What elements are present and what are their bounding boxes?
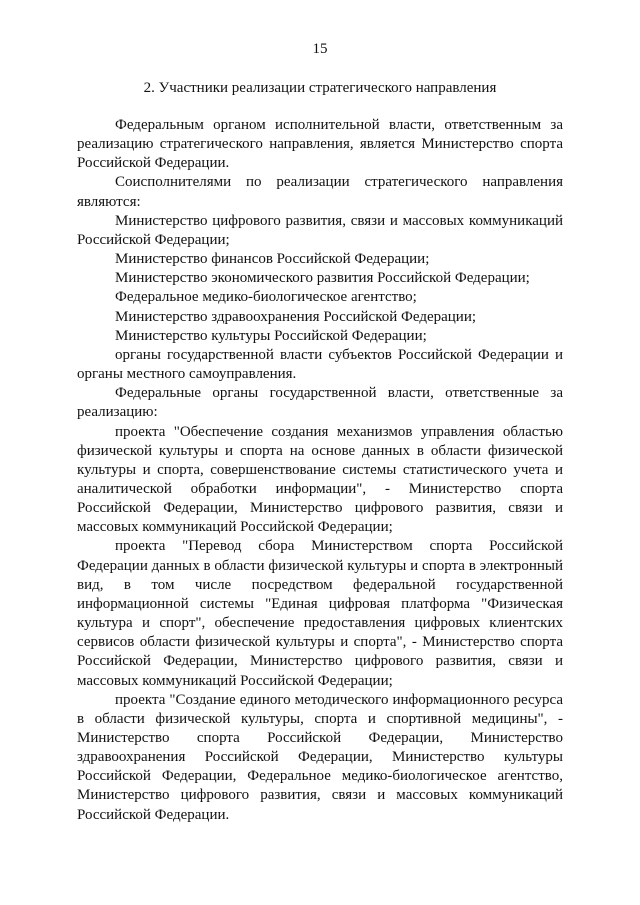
paragraph-fmba: Федеральное медико-биологическое агентство; [115,289,417,306]
paragraph-federal-authorities-intro: Федеральные органы государственной власти, ответственные за реализацию: [77,385,563,421]
paragraph-ministry-economy: Министерство экономического развития Российской Федерации; [115,270,530,287]
paragraph-ministry-culture: Министерство культуры Российской Федерации; [115,327,427,344]
paragraph-responsible-authority: Федеральным органом исполнительной власти, ответственным за реализацию стратегического направления, является Министерство спорта Российской Федерации. [77,117,563,172]
paragraph-coexecutors-intro: Соисполнителями по реализации стратегического направления являются: [77,174,563,210]
section-title: 2. Участники реализации стратегического направления [143,80,497,96]
paragraph-regional-authorities: органы государственной власти субъектов Российской Федерации и органы местного самоуправления. [77,346,563,383]
paragraph-ministry-digital: Министерство цифрового развития, связи и массовых коммуникаций Российской Федерации; [77,212,563,248]
paragraph-project-electronic-data: проекта "Перевод сбора Министерством спорта Российской Федерации данных в области физической культуры и спорта в электронный вид, в том числе посредством федеральной государственной информационной системы "Единая цифровая платформа "Физическая культура и спорт", обеспечение предоставления цифровых клиентских сервисов области физической культуры и спорта", - Министерство спорта Российской Федерации, Министерство цифрового развития, связи и массовых коммуникаций Российской Федерации; [77,538,563,689]
paragraph-project-methodical-resource: проекта "Создание единого методического информационного ресурса в области физической культуры, спорта и спортивной медицины", - Министерство спорта Российской Федерации, Министерство здравоохранения Российской Федерации, Министерство культуры Российской Федерации, Федеральное медико-биологическое агентство, Министерство цифрового развития, связи и массовых коммуникаций Российской Федерации. [77,691,563,823]
paragraph-project-data-management: проекта "Обеспечение создания механизмов управления областью физической культуры и спорта на основе данных в области физической культуры и спорта, совершенствование системы статистического учета и аналитической обработки информации", - Министерство спорта Российской Федерации, Министерство цифрового развития, связи и массовых коммуникаций Российской Федерации; [77,423,563,536]
paragraph-ministry-finance: Министерство финансов Российской Федерации; [115,251,430,268]
page-number: 15 [312,41,328,57]
paragraph-ministry-health: Министерство здравоохранения Российской Федерации; [115,308,477,325]
body-text [77,116,563,825]
